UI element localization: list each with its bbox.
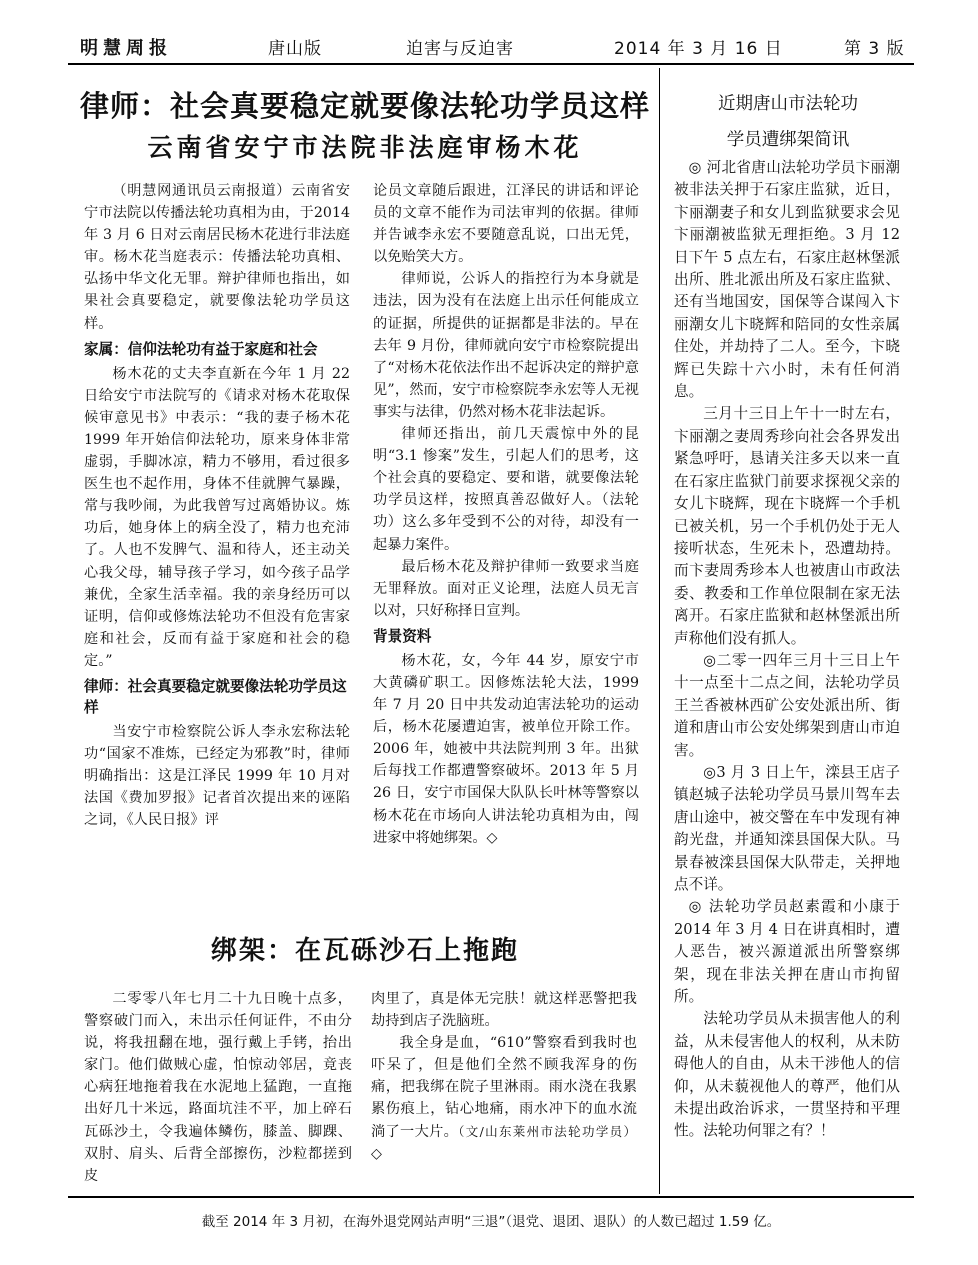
sidebar-item: ◎3 月 3 日上午，滦县王店子镇赵城子法轮功学员马景川驾车去唐山途中，被交警在车中发现有神韵光盘，并通知滦县国保大队。马景春被滦县国保大队带走，关押地点不详。: [674, 763, 900, 893]
article1-paragraph: 杨木花的丈夫李直新在今年 1 月 22 日给安宁市法院写的《请求对杨木花取保候审意见书》中表示：“我的妻子杨木花 1999 年开始信仰法轮功，原来身体非常虚弱，手脚冰凉，精力不够用，看过很多医生也不起作用，身体不佳就脾气暴躁，常与我吵闹，为此我曾写过离婚协议。炼功后，她身体上的病全没了，精力也充沛了。人也不发脾气、温和待人，还主动关心我父母，辅导孩子学习，如今孩子品学兼优，全家生活幸福。我的亲身经历可以证明，信仰或修炼法轮功不但没有危害家庭和社会，反而有益于家庭和社会的稳定。”: [84, 365, 350, 669]
sidebar-title-line-1: 近期唐山市法轮功: [718, 94, 858, 114]
sidebar-item: 三月十三日上午十一时左右，卞丽潮之妻周秀珍向社会各界发出紧急呼吁，恳请关注多天以来一直在石家庄监狱门前要求探视父亲的女儿卞晓辉，现在卞晓辉一个手机已被关机，另一个手机仍处于无人接听状态，生死未卜，恐遭劫持。而卞妻周秀珍本人也被唐山市政法委、教委和工作单位限制在家无法离开。石家庄监狱和赵林堡派出所声称他们没有抓人。: [674, 405, 900, 647]
sidebar-item: ◎二零一四年三月十三日上午十一点至十二点之间，法轮功学员王兰香被林西矿公安处派出所、街道和唐山市公安处绑架到唐山市迫害。: [674, 651, 900, 759]
article1-column-2: [373, 180, 639, 849]
article1-paragraph: 当安宁市检察院公诉人李永宏称法轮功“国家不准炼，已经定为邪教”时，律师明确指出：这是江泽民 1999 年 10 月对法国《费加罗报》记者首次提出来的诬陷之词，《人民日报》评: [84, 723, 350, 829]
sidebar-title-line-2: 学员遭绑架简讯: [726, 130, 850, 150]
article1-paragraph: 律师说，公诉人的指控行为本身就是违法，因为没有在法庭上出示任何能成立的证据，所提供的证据都是非法的。早在去年 9 月份，律师就向安宁市检察院提出了“对杨木花依法作出不起诉决定的辩护意见”，然而，安宁市检察院李永宏等人无视事实与法律，仍然对杨木花非法起诉。: [373, 271, 639, 420]
article1-column-1: [84, 180, 350, 831]
article1-paragraph: （明慧网通讯员云南报道）云南省安宁市法院以传播法轮功真相为由，于2014 年 3 月 6 日对云南居民杨木花进行非法庭审。杨木花当庭表示：传播法轮功真相、弘扬中华文化无罪。辩护律师也指出，如果社会真要稳定，就要像法轮功学员这样。: [84, 183, 350, 332]
sidebar-item: ◎ 河北省唐山法轮功学员卞丽潮被非法关押于石家庄监狱，近日，卞丽潮妻子和女儿到监狱要求会见卞丽潮被监狱无理拒绝。3 月 12 日下午 5 点左右，石家庄赵林堡派出所、胜北派出所及石家庄监狱、还有当地国安，国保等合谋闯入卞丽潮女儿卞晓辉和陪同的女性亲属住处，并劫持了二人。至今，卞晓辉已失踪十六小时，未有任何消息。: [674, 159, 900, 401]
article2-paragraph: [371, 1032, 637, 1165]
masthead: [68, 30, 914, 60]
sidebar-column: [674, 157, 900, 1143]
article1-paragraph: 最后杨木花及辩护律师一致要求当庭无罪释放。面对正义论理，法庭人员无言以对，只好称择日宣判。: [373, 558, 639, 619]
edition-label: 唐山版: [268, 39, 322, 59]
article2-column-2: [371, 988, 637, 1165]
article2-paragraph: 二零零八年七月二十九日晚十点多，警察破门而入，未出示任何证件，不由分说，将我扭翻在地，强行戴上手铐，抬出家门。他们做贼心虚，怕惊动邻居，竟丧心病狂地拖着我在水泥地上猛跑，一直拖出好几十米远，路面坑洼不平，加上碎石瓦砾沙土，令我遍体鳞伤，膝盖、脚踝、双肘、肩头、后背全部擦伤，沙粒都搓到皮: [84, 991, 352, 1184]
section-label: 迫害与反迫害: [406, 39, 514, 59]
page-number: 第 3 版: [844, 39, 905, 59]
article2-paragraph: 肉里了，真是体无完肤！就这样恶警把我劫持到店子洗脑班。: [371, 991, 637, 1030]
issue-date: 2014 年 3 月 16 日: [614, 39, 783, 59]
article2-headline: 绑架：在瓦砾沙石上拖跑: [210, 936, 519, 966]
article1-paragraph: 论员文章随后跟进，江泽民的讲话和评论员的文章不能作为司法审判的依据。律师并告诫李永宏不要随意乱说，口出无凭，以免贻笑大方。: [373, 183, 639, 266]
article1-subheadline: 云南省安宁市法院非法庭审杨木花: [147, 133, 583, 162]
article1-section-heading: 律师：社会真要稳定就要像法轮功学员这样: [84, 677, 347, 716]
newspaper-name: 明慧周报: [80, 38, 172, 59]
sidebar-item: ◎ 法轮功学员赵素霞和小康于 2014 年 3 月 4 日在讲真相时，遭人恶告，被兴源道派出所警察绑架，现在非法关押在唐山市拘留所。: [674, 898, 900, 1006]
column-divider: [659, 68, 660, 1194]
article2-paragraph-text: 我全身是血，“610”警察看到我时也吓呆了，但是他们全然不顾我浑身的伤痛，把我绑在院子里淋雨。雨水浇在我累累伤痕上，钻心地痛，雨水冲下的血水流淌了一大片。: [371, 1035, 637, 1140]
bottom-rule: [68, 1196, 914, 1198]
article2-byline: （文/山东莱州市法轮功学员）: [458, 1123, 637, 1139]
footer-notice: 截至 2014 年 3 月初，在海外退党网站声明“三退”（退党、退团、退队）的人数已超过 1.59 亿。: [201, 1214, 781, 1230]
article1-section-heading: 家属：信仰法轮功有益于家庭和社会: [84, 340, 318, 358]
article1-headline: 律师：社会真要稳定就要像法轮功学员这样: [79, 89, 650, 123]
article1-paragraph: 律师还指出，前几天震惊中外的昆明“3.1 惨案”发生，引起人们的思考，这个社会真的要稳定、要和谐，就要像法轮功学员这样，按照真善忍做好人。（法轮功）这么多年受到不公的对待，却没有一起暴力案件。: [373, 426, 639, 553]
sidebar-item: 法轮功学员从未损害他人的利益，从未侵害他人的权利，从未防碍他人的自由，从未干涉他人的信仰，从未藐视他人的尊严，他们从未提出政治诉求，一贯坚持和平理性。法轮功何罪之有？！: [674, 1010, 900, 1140]
end-mark: ◇: [371, 1145, 382, 1162]
article1-section-heading: 背景资料: [373, 627, 432, 645]
article1-paragraph: 杨木花，女，今年 44 岁，原安宁市大黄磷矿职工。因修炼法轮大法，1999 年 7 月 20 日中共发动迫害法轮功的运动后，杨木花屡遭迫害，被单位开除工作。2006 年，她被中共法院判刑 3 年。出狱后每找工作都遭警察破坏。2013 年 5 月 26 日，安宁市国保大队队长叶林等警察以杨木花在市场向人讲法轮功真相为由，闯进家中将她绑架。◇: [373, 652, 639, 846]
top-rule: [68, 63, 914, 65]
article2-column-1: [84, 988, 352, 1187]
